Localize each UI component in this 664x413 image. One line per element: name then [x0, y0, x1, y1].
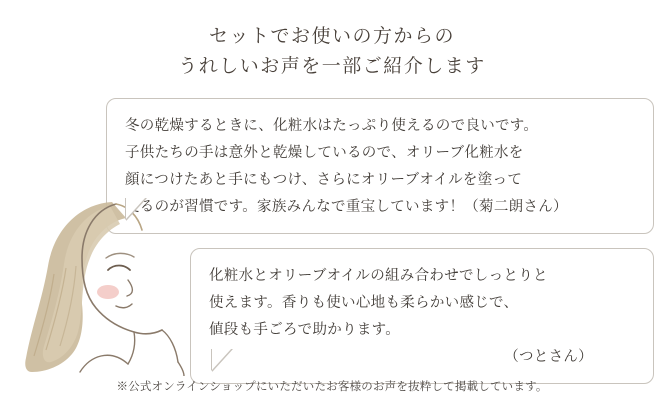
testimonial-2-line-2: 使えます。香りも使い心地も柔らかい感じで、 [209, 295, 519, 311]
testimonial-bubble-1-tail [126, 197, 146, 219]
testimonial-2-signature: （つとさん） [504, 349, 593, 365]
testimonial-1-line-3: 顔につけたあと手にもつけ、さらにオリーブオイルを塗って [125, 172, 523, 188]
woman-face-illustration [24, 196, 204, 376]
testimonial-2-line-3: 値段も手ごろで助かります。 [209, 322, 401, 338]
page-title-line-1: セットでお使いの方からの [208, 26, 455, 47]
page-title-line-2: うれしいお声を一部ご紹介します [178, 56, 486, 77]
page-title [0, 22, 664, 82]
testimonial-bubble-2 [190, 248, 654, 384]
footnote: ※公式オンラインショップにいただいたお客様のお声を抜粋して掲載しています。 [116, 381, 548, 393]
testimonial-bubble-2-tail [212, 348, 232, 370]
testimonial-1-line-1: 冬の乾燥するときに、化粧水はたっぷり使えるので良いです。 [125, 118, 539, 134]
testimonial-2-line-1: 化粧水とオリーブオイルの組み合わせでしっとりと [209, 268, 548, 284]
testimonial-1-line-2: 子供たちの手は意外と乾燥しているので、オリーブ化粧水を [125, 145, 524, 161]
testimonial-1-line-4: 寝るのが習慣です。家族みんなで重宝しています！（菊二朗さん） [125, 199, 568, 215]
